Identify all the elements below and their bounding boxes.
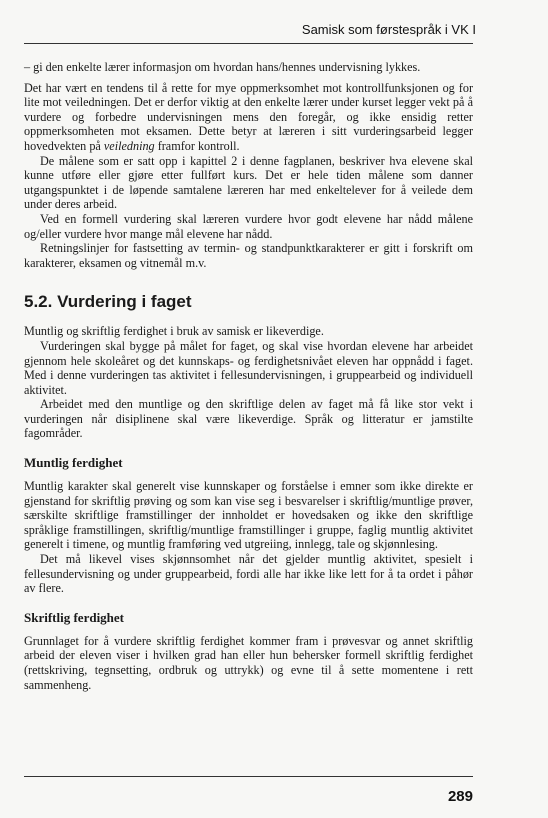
paragraph: Ved en formell vurdering skal læreren vurdere hvor godt elevene har nådd målene og/eller vurdere hvor mange mål elevene har nådd.: [24, 211, 473, 241]
header-rule: [24, 43, 473, 44]
paragraph: Retningslinjer for fastsetting av termin- og standpunktkarakterer er gitt i forskrift om karakterer, eksamen og vitnemål m.v.: [24, 241, 473, 270]
paragraph: Muntlig karakter skal generelt vise kunnskaper og forståelse i emner som ikke direkte er gjenstand for skriftlig prøving og som kan vise seg i besvarelser i skriftlig/muntlige prøver, særskilte skriftlige framstillinger der innholdet er hovedsaken og ikke den skriftlige språklige framstillingen, skriftlig/muntlige framstillinger i gruppe, faglig muntlig aktivitet generelt i timene, og muntlig framføring ved utgreiing, innlegg, tale og skjønnlesing.: [24, 479, 473, 552]
page-number: 289: [447, 788, 473, 805]
footer-rule: [24, 776, 473, 777]
running-header: Samisk som førstespråk i VK I: [301, 22, 476, 37]
paragraph: Grunnlaget for å vurdere skriftlig ferdighet kommer fram i prøvesvar og annet skriftlig arbeid der eleven viser i hvilken grad han eller hun behersker formell skriftlig ferdighet (rettskriving, tegnsetting, ordbruk og uttrykk) og evne til å sette momentene i rett sammenheng.: [24, 633, 473, 692]
emphasis: veiledning: [103, 138, 155, 153]
paragraph-text: Det har vært en tendens til å rette for mye oppmerksomhet mot kontrollfunksjonen og for lite mot veiledningen. Det er derfor viktig at den enkelte lærer under kurset legger vekt på å vurdere og forbedre undervisningen mens den foregår, og ikke ensidig retter oppmerksomheten mot eksamen. Dette betyr at læreren i sitt vurderingsarbeid legger hovedvekten på: [24, 80, 473, 153]
paragraph: Arbeidet med den muntlige og den skriftlige delen av faget må få like stor vekt i vurderingen når disiplinene skal være likeverdige. Språk og litteratur er jamstilte fagområder.: [24, 397, 473, 441]
paragraph: De målene som er satt opp i kapittel 2 i denne fagplanen, beskriver hva elevene skal kunne utføre eller gjøre etter fullført kurs. Det er hele tiden målene som danner utgangspunktet i de løpende samtalene læreren har med enkeltelever for å veilede dem under deres arbeid.: [24, 153, 473, 212]
paragraph-text: framfor kontroll.: [154, 138, 240, 153]
bullet-item: – gi den enkelte lærer informasjon om hvordan hans/hennes undervisning lykkes.: [24, 60, 421, 74]
paragraph: Det må likevel vises skjønnsomhet når det gjelder muntlig aktivitet, spesielt i fellesundervisning og under gruppearbeid, fordi alle har ikke like lett for å ta ordet i påhør av flere.: [24, 552, 473, 596]
section-heading: 5.2. Vurdering i faget: [24, 292, 192, 312]
page-body: [24, 60, 473, 692]
subsection-heading: Muntlig ferdighet: [24, 455, 123, 471]
paragraph: Muntlig og skriftlig ferdighet i bruk av samisk er likeverdige.: [24, 324, 324, 339]
paragraph: [24, 81, 473, 154]
paragraph: Vurderingen skal bygge på målet for faget, og skal vise hvordan elevene har arbeidet gjennom hele skoleåret og det kunnskaps- og ferdighetsnivået eleven har oppnådd i faget. Med i denne vurderingen tas aktivitet i fellesundervisningen, i gruppearbeid og individuell aktivitet.: [24, 338, 473, 397]
subsection-heading: Skriftlig ferdighet: [24, 609, 125, 625]
